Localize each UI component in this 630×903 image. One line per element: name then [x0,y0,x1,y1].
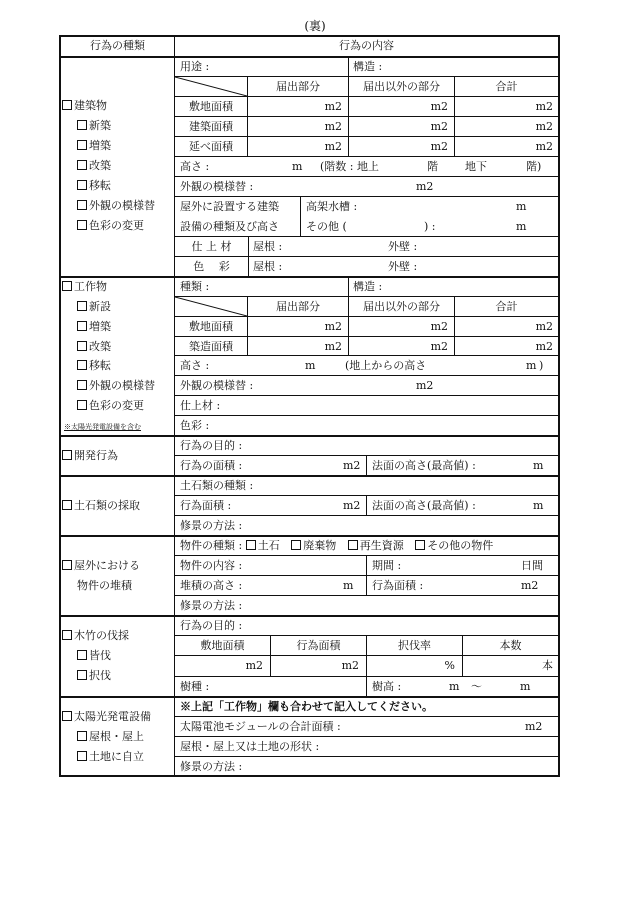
s-kouzou[interactable]: 構造 : [353,280,383,293]
b-m2-3a[interactable]: m2 [324,140,342,153]
structure-opt-iten[interactable]: 移転 [77,359,111,373]
checkbox[interactable] [77,321,87,331]
b-line-2 [175,96,559,97]
bam-h-honsu: 本数 [499,639,522,652]
sep-soil [59,535,560,537]
soil-landscape[interactable]: 修景の方法 : [180,519,243,532]
b-line-7 [175,196,559,197]
bam-line-2 [175,655,559,656]
b-row-nobe: 延べ面積 [189,140,233,153]
development-title[interactable]: 開発行為 [62,449,118,463]
building-opt-shikisai[interactable]: 色彩の変更 [77,219,144,233]
structure-title[interactable]: 工作物 [62,280,107,294]
s-line-4 [175,355,559,356]
dep-kind-saisei: 再生資源 [359,539,404,552]
deposit-title-2: 物件の堆積 [77,579,132,592]
s-m2-1c[interactable]: m2 [535,320,553,333]
bam-h-koui: 行為面積 [296,639,341,652]
b-line-6 [175,176,559,177]
b-m2-2c[interactable]: m2 [535,120,553,133]
b-diagonal [175,77,247,96]
checkbox[interactable] [62,500,72,510]
checkbox[interactable] [77,180,87,190]
bam-species[interactable]: 樹種 : [180,680,210,693]
b-line-8 [175,236,559,237]
b-m2-1b[interactable]: m2 [430,100,448,113]
b-row-shikichi: 敷地面積 [189,100,233,113]
sol-line-2 [175,736,559,737]
s-line-2 [175,316,559,317]
checkbox[interactable] [62,711,72,721]
sep-structure [59,435,560,437]
sol-line-1 [175,716,559,717]
dep-height[interactable]: 堆積の高さ : [180,579,243,592]
b-m2-3c[interactable]: m2 [535,140,553,153]
b-kai: 階 [427,160,438,173]
bam-v-shikichi[interactable]: m2 [245,659,263,672]
b-line-4 [175,136,559,137]
b-m2-3b[interactable]: m2 [430,140,448,153]
s-line-6 [175,395,559,396]
s-shikisai[interactable]: 色彩 : [180,419,210,432]
s-m2-1a[interactable]: m2 [324,320,342,333]
sep-development [59,475,560,477]
b-shikisai-yane[interactable]: 屋根 : [253,260,283,273]
bam-tree-m1: m [449,680,460,693]
soil-title[interactable]: 土石類の採取 [62,499,140,513]
s-height-m2: m [526,359,537,372]
structure-opt-shikisai[interactable]: 色彩の変更 [77,399,144,413]
s-row-chikuzou: 築造面積 [189,340,233,353]
bamboo-opt-kaibatsu[interactable]: 皆伐 [77,649,111,663]
sep-deposit [59,615,560,617]
bam-h-shikichi: 敷地面積 [200,639,245,652]
soil-slope[interactable]: 法面の高さ(最高値) : [372,499,476,512]
dep-landscape[interactable]: 修景の方法 : [180,599,243,612]
bamboo-opt-takubatsu[interactable]: 択伐 [77,669,111,683]
s-line-7 [175,415,559,416]
checkbox[interactable] [77,380,87,390]
structure-opt-shinsetsu[interactable]: 新設 [77,300,111,314]
building-opt-iten[interactable]: 移転 [77,179,111,193]
s-m2-1b[interactable]: m2 [430,320,448,333]
checkbox[interactable] [77,731,87,741]
dev-purpose[interactable]: 行為の目的 : [180,439,243,452]
structure-opt-zouchiku[interactable]: 増築 [77,320,111,334]
solar-opt-tochi[interactable]: 土地に自立 [77,750,144,764]
building-opt-shinchiku[interactable]: 新築 [77,119,111,133]
checkbox[interactable] [415,540,425,550]
s-sub-todokede: 届出部分 [276,300,320,313]
s-shiage[interactable]: 仕上材 : [180,399,221,412]
deposit-title-1[interactable]: 屋外における [62,559,140,573]
building-opt-zouchiku[interactable]: 増築 [77,139,111,153]
s-shurui[interactable]: 種類 : [180,280,210,293]
b-row-kenchiku: 建築面積 [189,120,233,133]
soil-slope-m: m [533,499,544,512]
solar-landscape[interactable]: 修景の方法 : [180,760,243,773]
s-sub-total: 合計 [495,300,518,313]
s-diagonal [175,297,247,316]
s-v-kouzou [348,277,349,297]
checkbox[interactable] [291,540,301,550]
solar-shape[interactable]: 屋根・屋上又は土地の形状 : [180,740,320,753]
header-content: 行為の内容 [339,39,394,52]
s-m2-2a[interactable]: m2 [324,340,342,353]
bam-v-koui[interactable]: m2 [341,659,359,672]
b-moyougae-m2: m2 [416,180,434,193]
s-line-3 [175,336,559,337]
soil-area-m2: m2 [343,499,361,512]
outer-border-right [558,35,560,777]
checkbox[interactable] [77,751,87,761]
b-youto[interactable]: 用途 : [180,60,210,73]
dep-kind-label: 物件の種類 : [180,539,243,552]
checkbox[interactable] [246,540,256,550]
d-line-1 [175,455,559,456]
soil-line-2 [175,515,559,516]
b-line-9 [175,256,559,257]
checkbox[interactable] [77,360,87,370]
b-shiage-yane[interactable]: 屋根 : [253,240,283,253]
s-height-m: m [305,359,316,372]
solar-note: ※上記「工作物」欄も合わせて記入してください。 [180,700,433,713]
b-kouka[interactable]: 高架水槽 : [306,200,358,213]
b-sonota-close: ) : [424,220,436,233]
bam-line-1 [175,635,559,636]
dep-kind-sonota: その他の物件 [427,539,494,552]
b-v-shiage [248,237,249,277]
solar-module-m2: m2 [525,720,543,733]
sep-building [59,276,560,278]
s-line-5 [175,375,559,376]
b-sub-igai: 届出以外の部分 [363,80,440,93]
checkbox[interactable] [62,560,72,570]
structure-note: ※太陽光発電設備を含む [64,423,141,431]
b-shikisai-gaiheki[interactable]: 外壁 : [388,260,418,273]
checkbox[interactable] [77,120,87,130]
dep-period[interactable]: 期間 : [372,559,402,572]
b-chika: 地下 [465,160,487,173]
checkbox[interactable] [77,140,87,150]
b-shikisai: 色 彩 [193,260,230,273]
checkbox[interactable] [348,540,358,550]
b-sub-todokede: 届出部分 [276,80,320,93]
dep-area-m2: m2 [521,579,539,592]
checkbox[interactable] [77,341,87,351]
b-moyougae[interactable]: 外観の模様替 : [180,180,254,193]
outer-border-left [59,35,61,777]
s-m2-2b[interactable]: m2 [430,340,448,353]
b-floors: (階数 : 地上 [320,160,379,173]
b-sonota[interactable]: その他 ( [306,220,347,233]
building-opt-moyougae[interactable]: 外観の模様替 [77,199,155,213]
checkbox[interactable] [77,650,87,660]
dev-slope[interactable]: 法面の高さ(最高値) : [372,459,476,472]
dep-period-unit: 日間 [521,559,543,572]
header-type: 行為の種類 [90,39,145,52]
b-kouka-m: m [516,200,527,213]
b-m2-2b[interactable]: m2 [430,120,448,133]
bam-tree-height[interactable]: 樹高 : [372,680,402,693]
checkbox[interactable] [77,220,87,230]
b-sub-total: 合計 [495,80,518,93]
b-setsubi-1: 屋外に設置する建築 [180,200,279,213]
dep-line-3 [175,595,559,596]
structure-opt-moyougae[interactable]: 外観の模様替 [77,379,155,393]
outer-border-top [59,35,560,37]
s-moyougae-m2: m2 [416,379,434,392]
s-sub-igai: 届出以外の部分 [363,300,440,313]
s-height-close: ) [539,359,544,372]
checkbox[interactable] [62,630,72,640]
soil-line-1 [175,495,559,496]
b-m2-1a[interactable]: m2 [324,100,342,113]
checkbox[interactable] [77,670,87,680]
page-title: (裏) [304,19,326,33]
checkbox[interactable] [77,200,87,210]
dev-area[interactable]: 行為の面積 : [180,459,243,472]
outer-border-bottom [59,775,560,777]
dep-area[interactable]: 行為面積 : [372,579,424,592]
s-row-shikichi: 敷地面積 [189,320,233,333]
bam-tilde: 〜 [471,680,482,693]
checkbox[interactable] [77,301,87,311]
checkbox[interactable] [77,400,87,410]
bam-line-3 [175,676,559,677]
checkbox[interactable] [77,160,87,170]
b-height[interactable]: 高さ : [180,160,210,173]
dep-kind-haikibutsu: 廃棄物 [303,539,337,552]
dev-slope-m: m [533,459,544,472]
bam-h-takubatsuritsu: 択伐率 [398,639,431,652]
soil-v-1 [366,496,367,516]
soil-kind[interactable]: 土石類の種類 : [180,479,254,492]
bamboo-title[interactable]: 木竹の伐採 [62,629,129,643]
soil-area[interactable]: 行為面積 : [180,499,232,512]
dep-kind-row [180,539,493,553]
bam-purpose[interactable]: 行為の目的 : [180,619,243,632]
bam-v-honsu[interactable]: 本 [542,659,553,672]
b-shiage-gaiheki[interactable]: 外壁 : [388,240,418,253]
b-v-setsubi [300,197,301,237]
solar-opt-yane[interactable]: 屋根・屋上 [77,730,144,744]
s-moyougae[interactable]: 外観の模様替 : [180,379,254,392]
building-opt-kaichiku[interactable]: 改築 [77,159,111,173]
b-m2-2a[interactable]: m2 [324,120,342,133]
b-line-3 [175,116,559,117]
bam-tree-m2: m [520,680,531,693]
b-m2-1c[interactable]: m2 [535,100,553,113]
dep-content[interactable]: 物件の内容 : [180,559,243,572]
dep-line-1 [175,555,559,556]
bam-v-ritsu[interactable]: % [444,659,455,672]
b-height-m: m [292,160,303,173]
dep-height-m: m [343,579,354,592]
s-height[interactable]: 高さ : [180,359,210,372]
sep-header [59,56,560,58]
dep-line-2 [175,575,559,576]
checkbox[interactable] [62,450,72,460]
d-v-1 [366,456,367,476]
structure-opt-kaichiku[interactable]: 改築 [77,340,111,354]
checkbox[interactable] [62,281,72,291]
checkbox[interactable] [62,100,72,110]
b-line-5 [175,156,559,157]
b-shiage: 仕 上 材 [191,240,232,253]
sol-line-3 [175,756,559,757]
b-kouzou[interactable]: 構造 : [353,60,383,73]
solar-module-area[interactable]: 太陽電池モジュールの合計面積 : [180,720,341,733]
b-kai-close: 階) [526,160,542,173]
building-title[interactable]: 建築物 [62,99,107,113]
b-v-kouzou [348,57,349,77]
s-m2-2c[interactable]: m2 [535,340,553,353]
b-sonota-m: m [516,220,527,233]
s-height-note: (地上からの高さ [345,359,427,372]
b-setsubi-2: 設備の種類及び高さ [180,220,279,233]
solar-title[interactable]: 太陽光発電設備 [62,710,151,724]
sep-bamboo [59,696,560,698]
dep-v-1 [366,556,367,596]
dep-kind-doseki: 土石 [257,539,280,552]
dev-area-m2: m2 [343,459,361,472]
